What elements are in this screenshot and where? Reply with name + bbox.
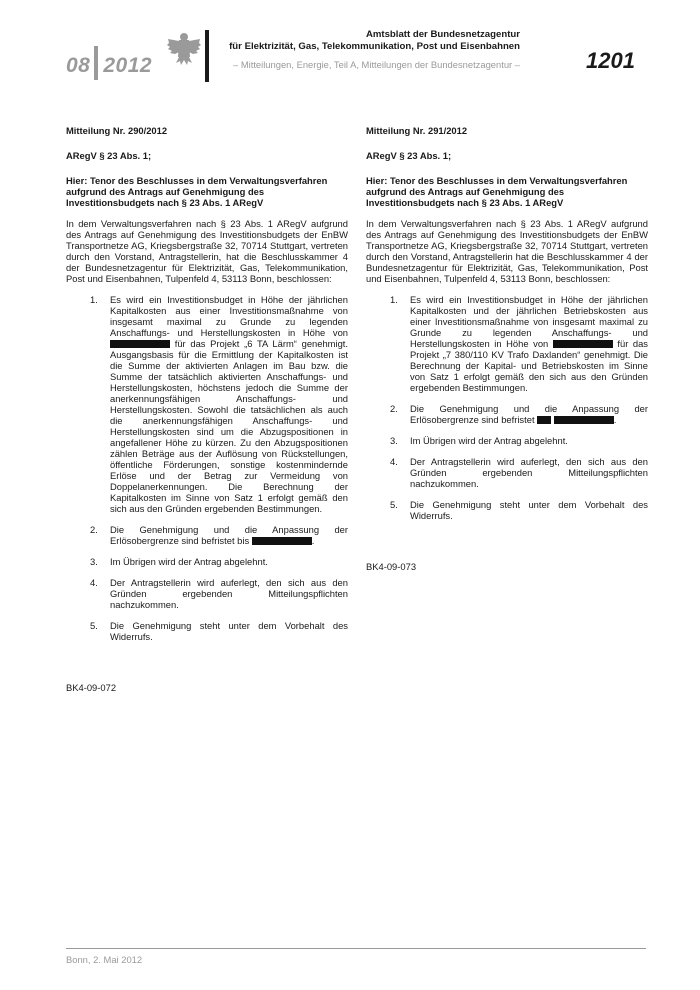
list-item: 4. Der Antragstellerin wird auferlegt, den sich aus den Gründen ergebenden Mitteilungspflichten nachzukommen.	[90, 577, 348, 610]
page-header	[0, 0, 700, 90]
list-item: 1. Es wird ein Investitionsbudget in Höhe der jährlichen Kapitalkosten aus einer Investitionsmaßnahme von insgesamt maximal zu Grunde zu legenden Anschaffungs- und Herstellungskosten in Höhe von für das Projekt „6 TA Lärm“ genehmigt. Ausgangsbasis für die Ermittlung der Kapitalkosten ist die Summe der aktivierten Anlagen im Bau bzw. die Summe der tatsächlich aktivierten Anschaffungs- und Herstellungskosten, höchstens jedoch die Summe der anerkennungsfähigen Anschaffungs- und Herstellungskosten. Sowohl die tatsächlichen als auch die anerkennungsfähigen Anschaffungs- und Herstellungskosten sind um die Abzugspositionen in angefallener Höhe zu kürzen. Zu den Abzugspositionen zählen Beträge aus der Auflösung von Rückstellungen, öffentliche Förderungen, sonstige kostenmindernde Erlöse und der Betrag zur Vermeidung von Doppelanerkennungen. Die Berechnung der Kapitalkosten im Sinne von Satz 1 erfolgt gemäß den sich aus den Gründen ergebenden Bestimmungen.	[90, 294, 348, 514]
footer-date: Bonn, 2. Mai 2012	[66, 954, 143, 965]
notice-intro: In dem Verwaltungsverfahren nach § 23 Abs. 1 ARegV aufgrund des Antrags auf Genehmigung des Investitionsbudgets der EnBW Transportnetze AG, Kriegsbergstraße 32, 70714 Stuttgart, vertreten durch den Vorstand, Antragstellerin, hat die Beschlusskammer 4 der Bundesnetzagentur für Elektrizität, Gas, Telekommunikation, Post und Eisenbahnen, Tulpenfeld 4, 53113 Bonn, beschlossen:	[66, 218, 348, 284]
gazette-subtitle: – Mitteilungen, Energie, Teil A, Mitteilungen der Bundesnetzagentur –	[233, 59, 520, 70]
header-divider	[205, 30, 209, 82]
redaction-bar	[252, 537, 312, 545]
federal-eagle-icon	[166, 30, 202, 70]
list-item: 2. Die Genehmigung und die Anpassung der Erlösobergrenze sind befristet bis .	[90, 524, 348, 546]
list-item: 1. Es wird ein Investitionsbudget in Höhe der jährlichen Kapitalkosten und der jährlichen Betriebskosten aus einer Investitionsmaßnahme von insgesamt maximal zu Grunde zu legenden Anschaffungs- und Herstellungskosten in Höhe von für das Projekt „7 380/110 KV Trafo Daxlanden“ genehmigt. Die Berechnung der Kapital- und Betriebskosten im Sinne von Satz 1 erfolgt gemäß den sich aus den Gründen ergebenden Bestimmungen.	[390, 294, 648, 393]
list-item: 3. Im Übrigen wird der Antrag abgelehnt.	[90, 556, 268, 567]
list-item: 5. Die Genehmigung steht unter dem Vorbehalt des Widerrufs.	[90, 620, 348, 642]
notice-subject: Hier: Tenor des Beschlusses in dem Verwaltungsverfahren aufgrund des Antrags auf Genehmigung des Investitionsbudgets nach § 23 Abs. 1 ARegV	[366, 175, 628, 208]
issue-number: 08	[66, 54, 91, 77]
list-item: 3. Im Übrigen wird der Antrag abgelehnt.	[390, 435, 568, 446]
gazette-title: Amtsblatt der Bundesnetzagentur für Elektrizität, Gas, Telekommunikation, Post und Eisenbahnen	[229, 29, 520, 52]
issue-year: 2012	[103, 54, 153, 77]
redaction-bar	[537, 416, 551, 424]
notice-title: Mitteilung Nr. 291/2012	[366, 125, 468, 136]
notice-290	[66, 125, 348, 693]
decision-list	[66, 294, 348, 642]
issue-divider	[94, 46, 98, 80]
notice-intro: In dem Verwaltungsverfahren nach § 23 Abs. 1 ARegV aufgrund des Antrags auf Genehmigung des Investitionsbudgets der EnBW Transportnetze AG, Kriegsbergstraße 32, 70714 Stuttgart, vertreten durch den Vorstand, Antragstellerin hat die Beschlusskammer 4 der Bundesnetzagentur für Elektrizität, Gas, Telekommunikation, Post und Eisenbahnen, Tulpenfeld 4, 53113 Bonn, beschlossen:	[366, 218, 648, 284]
issue-label	[66, 46, 152, 80]
redaction-bar	[554, 416, 614, 424]
notice-law: ARegV § 23 Abs. 1;	[366, 150, 452, 161]
list-item: 5. Die Genehmigung steht unter dem Vorbehalt des Widerrufs.	[390, 499, 648, 521]
notice-law: ARegV § 23 Abs. 1;	[66, 150, 152, 161]
reference-number: BK4-09-072	[66, 682, 117, 693]
notice-title: Mitteilung Nr. 290/2012	[66, 125, 168, 136]
reference-number: BK4-09-073	[366, 561, 417, 572]
list-item: 2. Die Genehmigung und die Anpassung der Erlösobergrenze sind befristet .	[390, 403, 648, 425]
decision-list	[366, 294, 648, 521]
list-item: 4. Der Antragstellerin wird auferlegt, den sich aus den Gründen ergebenden Mitteilungspflichten nachzukommen.	[390, 456, 648, 489]
page-number: 1201	[586, 48, 635, 73]
redaction-bar	[110, 340, 170, 348]
notice-291	[366, 125, 648, 572]
redaction-bar	[553, 340, 613, 348]
notice-subject: Hier: Tenor des Beschlusses in dem Verwaltungsverfahren aufgrund des Antrags auf Genehmigung des Investitionsbudgets nach § 23 Abs. 1 ARegV	[66, 175, 328, 208]
footer-divider	[66, 948, 646, 949]
